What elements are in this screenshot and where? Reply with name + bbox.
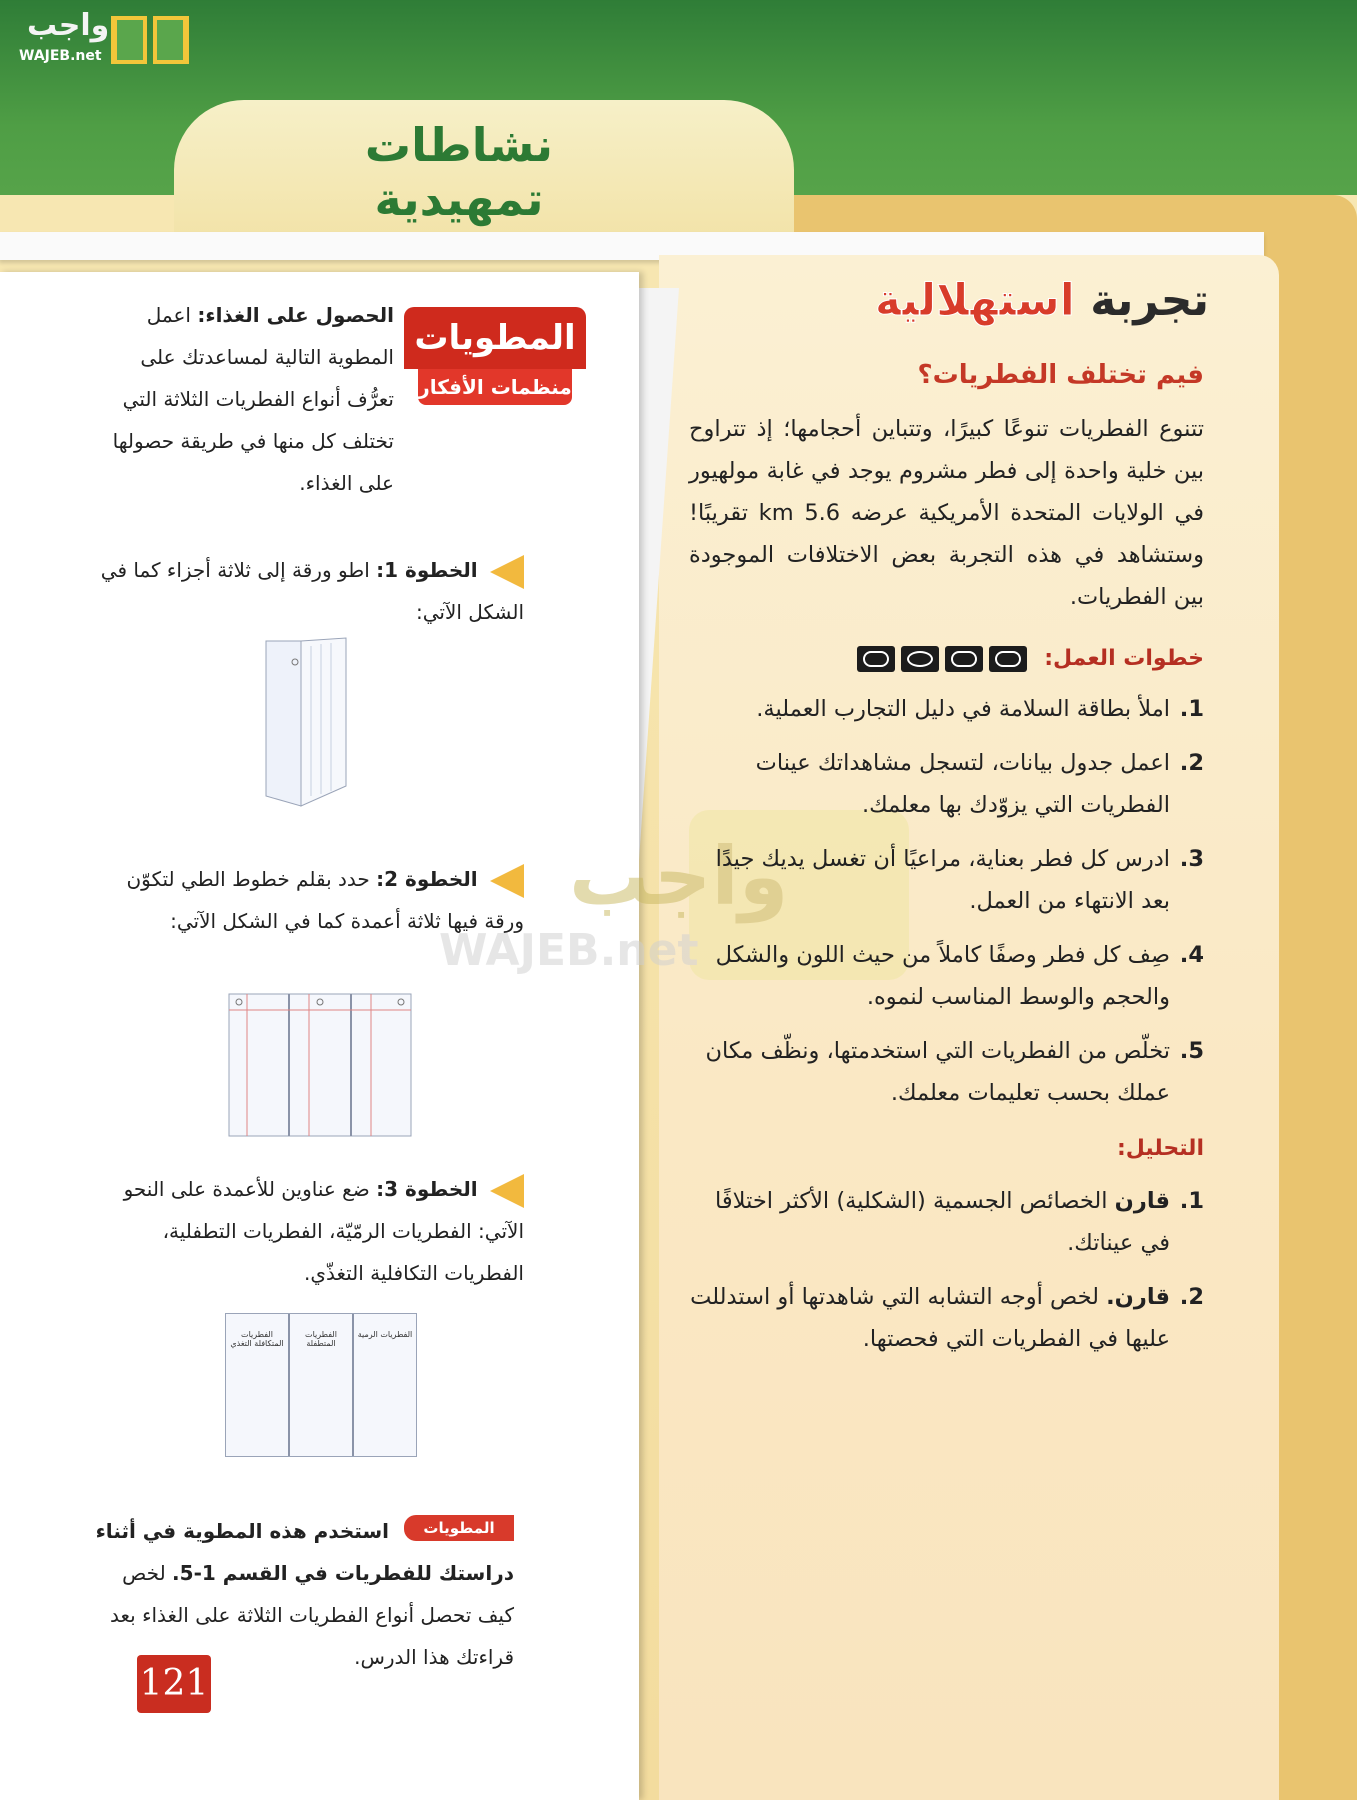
fold-step-label: الخطوة 2: xyxy=(377,867,479,891)
foldables-badge-subtitle: منظمات الأفكار xyxy=(419,369,573,405)
fold-step-label: الخطوة 1: xyxy=(377,558,479,582)
step-arrow-icon xyxy=(491,1174,525,1208)
fold-step-3 xyxy=(95,1168,525,1294)
food-label: الحصول على الغذاء: xyxy=(198,303,395,327)
step-text: املأ بطاقة السلامة في دليل التجارب العملية. xyxy=(757,696,1171,722)
column-label: الفطريات المتطفلة xyxy=(289,1314,353,1456)
step-arrow-icon xyxy=(491,864,525,898)
wajeb-logo xyxy=(8,8,188,70)
labeled-columns-illustration xyxy=(226,1313,418,1457)
procedure-step xyxy=(690,838,1205,922)
procedure-step xyxy=(690,934,1205,1018)
step-number: 5. xyxy=(1180,1038,1205,1064)
foldables-badge xyxy=(405,307,587,407)
step-text: اعمل جدول بيانات، لتسجل مشاهداتك عينات الفطريات التي يزوّدك بها معلمك. xyxy=(756,750,1171,818)
step-number: 1. xyxy=(1180,696,1205,722)
analysis-number: 2. xyxy=(1180,1284,1205,1310)
analysis-heading: التحليل: xyxy=(1117,1136,1205,1161)
analysis-label: قارن xyxy=(1115,1188,1171,1214)
step-text: صِف كل فطر وصفًا كاملاً من حيث اللون والشكل والحجم والوسط المناسب لنموه. xyxy=(716,942,1171,1010)
step-text: ادرس كل فطر بعناية، مراعيًا أن تغسل يديك جيدًا بعد الانتهاء من العمل. xyxy=(716,846,1171,914)
foldables-badge-title: المطويات xyxy=(405,307,587,369)
experiment-intro: تتنوع الفطريات تنوعًا كبيرًا، وتتباين أحجامها؛ إذ تتراوح بين خلية واحدة إلى فطر مشروم يوجد في غابة مولهيور في الولايات المتحدة الأمريكية عرضه 5.6 km تقريبًا! وستشاهد في هذه التجربة بعض الاختلافات الموجودة بين الفطريات. xyxy=(690,416,1205,610)
footer-text: لخص كيف تحصل أنواع الفطريات الثلاثة على الغذاء بعد قراءتك هذا الدرس. xyxy=(111,1561,515,1669)
safety-icons xyxy=(858,646,1040,674)
procedure-step xyxy=(690,688,1205,730)
step-number: 4. xyxy=(1180,942,1205,968)
procedure-steps xyxy=(690,688,1205,1126)
experiment-question: فيم تختلف الفطريات؟ xyxy=(918,360,1205,390)
page-number: 121 xyxy=(138,1655,212,1713)
step-number: 2. xyxy=(1180,750,1205,776)
fold-step-2 xyxy=(95,858,525,942)
column-label: الفطريات الرمية xyxy=(353,1314,417,1456)
foldables-footer xyxy=(95,1510,515,1678)
goggles-icon xyxy=(990,646,1028,672)
fold-step-text: حدد بقلم خطوط الطي لتكوّن ورقة فيها ثلاثة أعمدة كما في الشكل الآتي: xyxy=(127,867,525,933)
step-number: 3. xyxy=(1180,846,1205,872)
logo-english-text: WAJEB.net xyxy=(20,48,103,64)
step-arrow-icon xyxy=(491,555,525,589)
procedure-step xyxy=(690,1030,1205,1114)
fold-step-1 xyxy=(95,549,525,633)
book-icon xyxy=(108,10,194,68)
fold-step-label: الخطوة 3: xyxy=(377,1177,479,1201)
analysis-item xyxy=(690,1180,1205,1264)
column-label: الفطريات المتكافلة التغذي xyxy=(231,1330,285,1348)
food-text: اعمل المطوية التالية لمساعدتك على تعرُّف أنواع الفطريات الثلاثة التي تختلف كل منها في طريقة حصولها على الغذاء. xyxy=(113,303,395,495)
analysis-text: الخصائص الجسمية (الشكلية) الأكثر اختلافًا في عيناتك. xyxy=(716,1188,1171,1256)
analysis-label: قارن. xyxy=(1107,1284,1171,1310)
experiment-title-part2: استهلالية xyxy=(875,275,1076,326)
analysis-questions xyxy=(690,1180,1205,1372)
lab-coat-icon xyxy=(946,646,984,672)
step-text: تخلّص من الفطريات التي استخدمتها، ونظّف مكان عملك بحسب تعليمات معلمك. xyxy=(706,1038,1171,1106)
fold-step-text: ضع عناوين للأعمدة على النحو الآتي: الفطريات الرمّيّة، الفطريات التطفلية، الفطريات التكافلية التغذّي. xyxy=(124,1177,525,1285)
procedure-step xyxy=(690,742,1205,826)
analysis-item xyxy=(690,1276,1205,1360)
three-column-paper-illustration xyxy=(228,992,414,1138)
watermark-english: WAJEB.net xyxy=(440,925,700,976)
procedure-heading: خطوات العمل: xyxy=(1045,646,1205,671)
watermark-arabic: واجب xyxy=(570,830,790,923)
footer-bold-text: استخدم هذه المطوية في أثناء دراستك للفطريات في القسم 1-5. xyxy=(96,1519,515,1585)
analysis-number: 1. xyxy=(1180,1188,1205,1214)
hand-wash-icon xyxy=(858,646,896,672)
food-paragraph xyxy=(95,294,395,504)
no-eating-icon xyxy=(902,646,940,672)
header-tab-title: نشاطات تمهيدية xyxy=(365,118,555,226)
trifold-paper-illustration xyxy=(262,636,352,811)
logo-arabic-text: واجب xyxy=(28,8,111,43)
foldables-footer-badge: المطويات xyxy=(405,1515,515,1541)
experiment-title-part1: تجربة xyxy=(1091,275,1210,326)
analysis-text: لخص أوجه التشابه التي شاهدتها أو استدللت عليها في الفطريات التي فحصتها. xyxy=(691,1284,1171,1352)
experiment-title xyxy=(850,275,1210,326)
fold-step-text: اطو ورقة إلى ثلاثة أجزاء كما في الشكل الآتي: xyxy=(101,558,525,624)
